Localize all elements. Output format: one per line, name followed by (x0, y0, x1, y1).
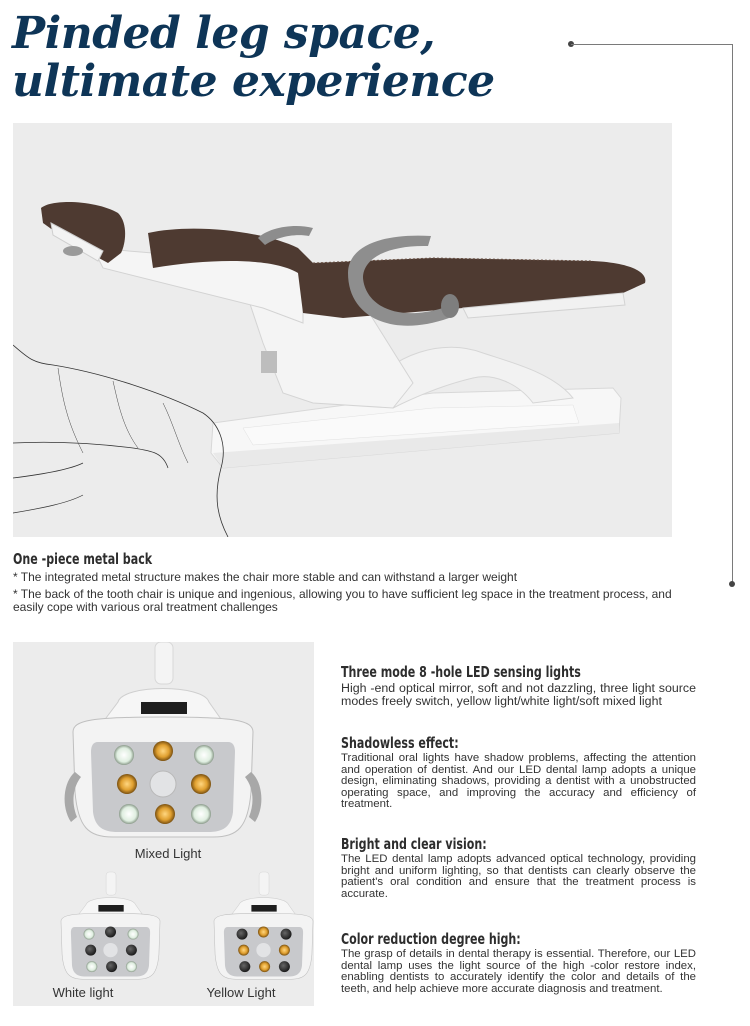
led-lamp-image-panel (13, 642, 314, 1006)
title-line-1: Pinded leg space, (12, 8, 436, 59)
chair-bullet-2: * The back of the tooth chair is unique and ingenious, allowing you to have sufficient leg space in the treatment process, and easily cope with various oral treatment challenges (13, 587, 672, 614)
feature-body: The grasp of details in dental therapy is essential. Therefore, our LED dental lamp uses the light source of the high -color restore index, enabling dentists to accurately identify the color and details of the teeth, and help achieve more accurate diagnosis and treatment. (341, 948, 696, 995)
feature-heading: Bright and clear vision: (341, 835, 487, 853)
title-line-2: ultimate experience (12, 56, 495, 107)
dental-chair-image (13, 123, 672, 537)
feature-heading: Color reduction degree high: (341, 930, 521, 948)
page-title (12, 10, 495, 106)
feature-shadowless (341, 733, 696, 811)
caption-yellow-light: Yellow Light (206, 985, 276, 1000)
feature-body: The LED dental lamp adopts advanced optical technology, providing bright and uniform lighting, so that dentists can clearly observe the patient's oral condition and ensure that the treatment process is accurate. (341, 853, 696, 900)
chair-description (13, 549, 703, 614)
feature-bright-vision (341, 834, 696, 900)
chair-section-heading: One -piece metal back (13, 550, 153, 568)
feature-heading: Three mode 8 -hole LED sensing lights (341, 663, 581, 681)
connector-line-vertical (732, 44, 733, 584)
connector-line-horizontal (571, 44, 733, 45)
feature-color-reduction (341, 929, 696, 995)
caption-mixed-light: Mixed Light (134, 846, 202, 861)
caption-white-light: White light (52, 985, 114, 1000)
feature-heading: Shadowless effect: (341, 734, 459, 752)
feature-body: Traditional oral lights have shadow problems, affecting the attention and operation of dentist. And our LED dental lamp adopts a unique design, eliminating shadows, providing a dentist with a unobstructed operating space, and improving the accuracy and efficiency of treatment. (341, 752, 696, 811)
chair-bullet-1: * The integrated metal structure makes the chair more stable and can withstand a larger weight (13, 570, 518, 584)
connector-end-dot (729, 581, 735, 587)
feature-body: High -end optical mirror, soft and not dazzling, three light source modes freely switch, yellow light/white light/soft mixed light (341, 681, 696, 708)
feature-led-modes (341, 662, 696, 707)
